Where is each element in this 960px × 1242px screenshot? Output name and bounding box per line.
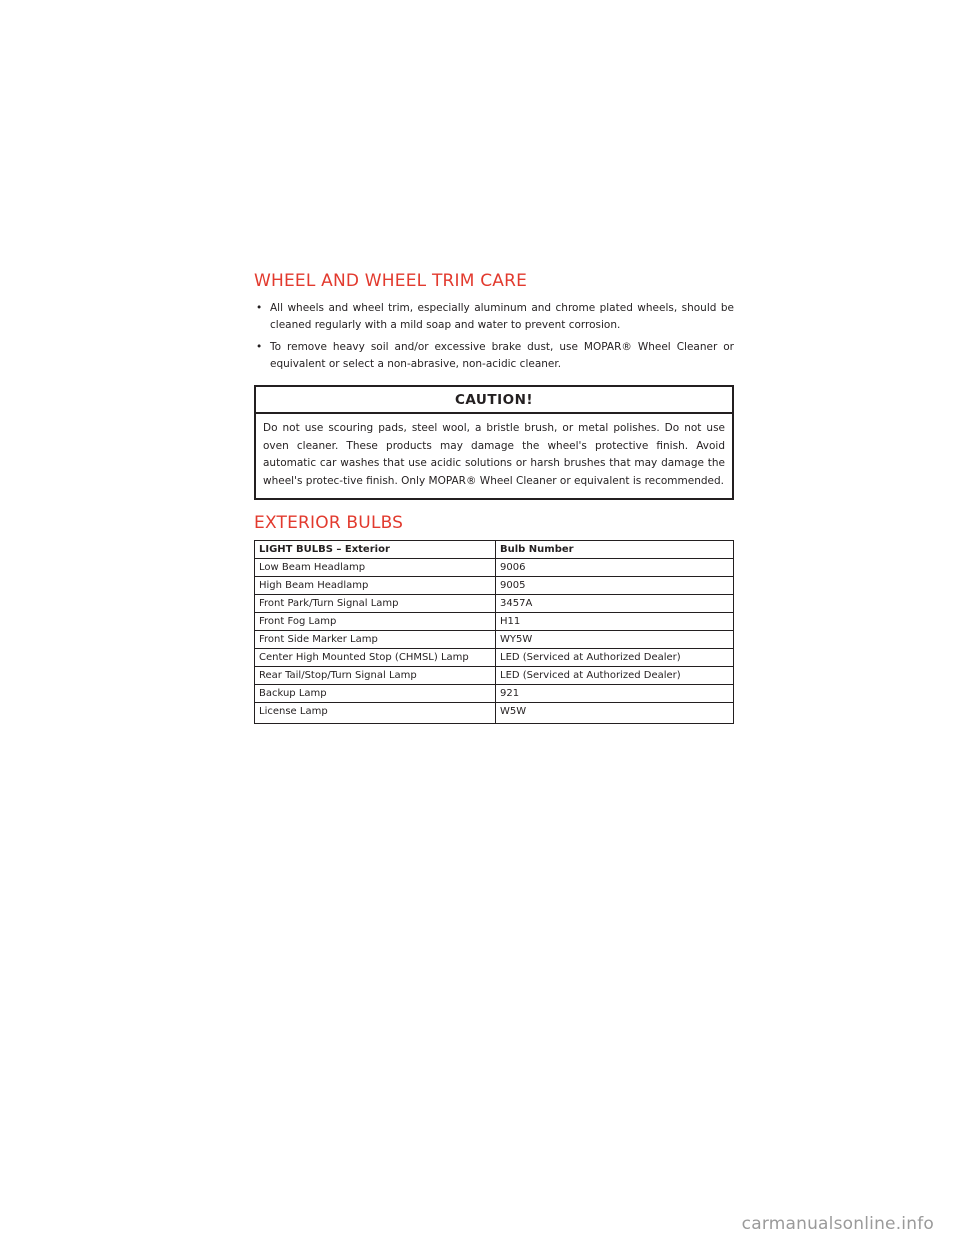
wheel-care-bullet-1: • All wheels and wheel trim, especially aluminum and chrome plated wheels, should be cleaned regularly with a mild soap and water to prevent corrosion. [254,300,734,334]
wheel-care-bullet-2: • To remove heavy soil and/or excessive brake dust, use MOPAR® Wheel Cleaner or equivalent or select a non-abrasive, non-acidic cleaner. [254,339,734,373]
table-row [255,667,734,685]
table-row [255,703,734,724]
table-row [255,559,734,577]
bulb-location: Backup Lamp [255,685,496,703]
table-row [255,685,734,703]
caution-box [254,385,734,500]
table-row [255,631,734,649]
page-content [254,270,734,724]
bulb-location: Low Beam Headlamp [255,559,496,577]
bulb-location: Center High Mounted Stop (CHMSL) Lamp [255,649,496,667]
table-row [255,595,734,613]
table-row [255,577,734,595]
bulb-location: Front Fog Lamp [255,613,496,631]
caution-header: CAUTION! [256,387,732,414]
bulb-number: H11 [496,613,734,631]
bulb-number: 9005 [496,577,734,595]
wheel-care-title: WHEEL AND WHEEL TRIM CARE [254,271,528,291]
bulb-location: Front Side Marker Lamp [255,631,496,649]
table-header-light-bulbs: LIGHT BULBS – Exterior [255,541,496,559]
bulb-number: W5W [496,703,734,724]
exterior-bulbs-title: EXTERIOR BULBS [254,513,404,533]
table-header-row [255,541,734,559]
caution-body: Do not use scouring pads, steel wool, a bristle brush, or metal polishes. Do not use oven cleaner. These products may damage the wheel's protective finish. Avoid automatic car washes that use acidic solutions or harsh brushes that may damage the wheel's protec-tive finish. Only MOPAR® Wheel Cleaner or equivalent is recommended. [263,422,725,487]
table-header-bulb-number: Bulb Number [496,541,734,559]
bulb-location: License Lamp [255,703,496,724]
bulb-number: 921 [496,685,734,703]
table-row [255,649,734,667]
exterior-bulbs-table [254,540,734,724]
table-row [255,613,734,631]
wheel-care-bullets [254,300,734,373]
bulb-location: High Beam Headlamp [255,577,496,595]
bulb-number: LED (Serviced at Authorized Dealer) [496,667,734,685]
bulb-number: 3457A [496,595,734,613]
watermark-text: carmanualsonline.info [741,1214,934,1234]
bulb-number: 9006 [496,559,734,577]
bulb-location: Rear Tail/Stop/Turn Signal Lamp [255,667,496,685]
bulb-location: Front Park/Turn Signal Lamp [255,595,496,613]
bulb-number: LED (Serviced at Authorized Dealer) [496,649,734,667]
bulb-number: WY5W [496,631,734,649]
